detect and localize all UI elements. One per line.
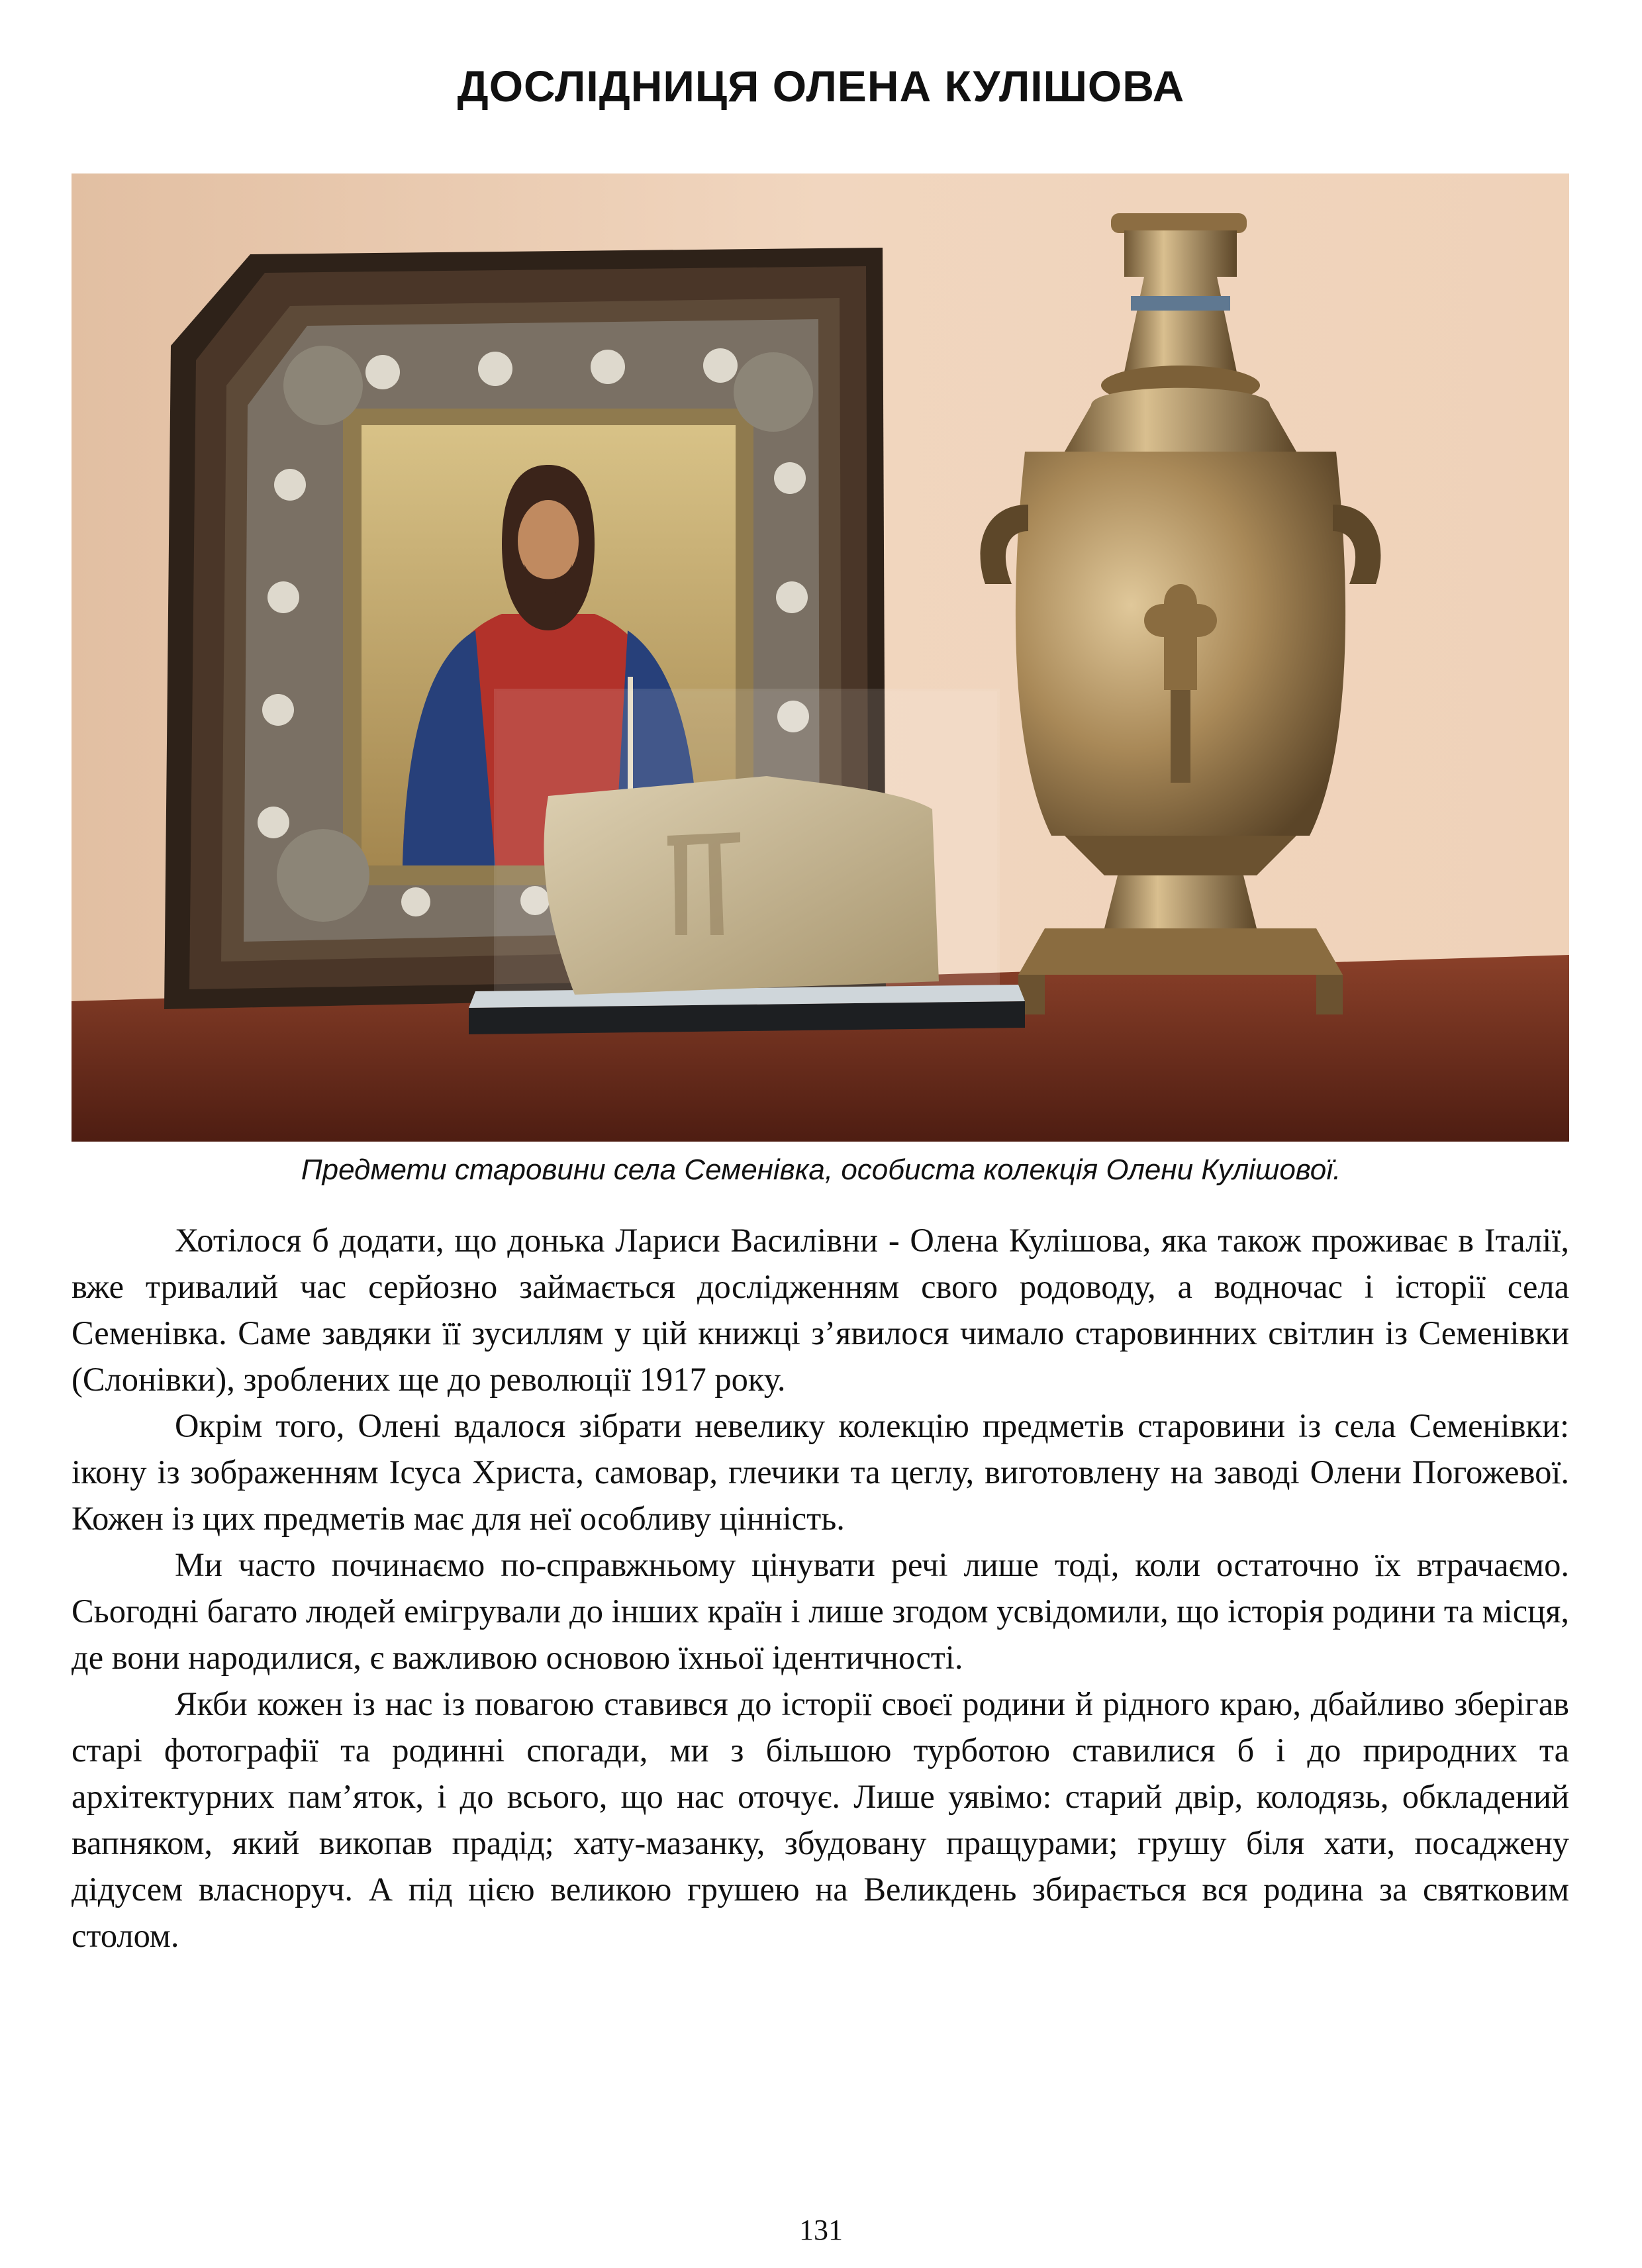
- paragraph: Окрім того, Олені вдалося зібрати невелику колекцію предметів старовини із села Семенівки: ікону із зображенням Ісуса Христа, самовар, глечики та цеглу, виготовлену на заводі Олени Погожевої. Кожен із цих предметів має для неї особливу цінність.: [72, 1407, 1569, 1537]
- paragraph: Якби кожен із нас із повагою ставився до історії своєї родини й рідного краю, дбайливо зберігав старі фотографії та родинні спогади, ми з більшою турботою ставилися б і до природних та архітектурних пам’яток, і до всього, що нас оточує. Лише уявімо: старий двір, колодязь, обкладений вапняком, який викопав прадід; хату-мазанку, збудовану пращурами; грушу біля хати, посаджену дідусем власноруч. А під цією великою грушею на Великдень збирається вся родина за святковим столом.: [72, 1685, 1569, 1954]
- article-body: [72, 1217, 1569, 1959]
- paragraph: Хотілося б додати, що донька Лариси Василівни - Олена Кулішова, яка також проживає в Італії, вже тривалий час серйозно займається дослідженням свого родоводу, а водночас і історії села Семенівка. Саме завдяки її зусиллям у цій книжці з’явилося чимало старовинних світлин із Семенівки (Слонівки), зроблених ще до революції 1917 року.: [72, 1222, 1569, 1398]
- brick-in-display-case: [469, 690, 1025, 1034]
- photo-caption: Предмети старовини села Семенівка, особиста колекція Олени Кулішової.: [301, 1154, 1341, 1186]
- paragraph: Ми часто починаємо по-справжньому цінувати речі лише тоді, коли остаточно їх втрачаємо. Сьогодні багато людей емігрували до інших країн і лише згодом усвідомили, що історія родини та місця, де вони народилися, є важливою основою їхньої ідентичності.: [72, 1546, 1569, 1676]
- collection-photo: [72, 173, 1569, 1142]
- page-number: 131: [799, 2214, 843, 2246]
- page-title: ДОСЛІДНИЦЯ ОЛЕНА КУЛІШОВА: [457, 62, 1185, 111]
